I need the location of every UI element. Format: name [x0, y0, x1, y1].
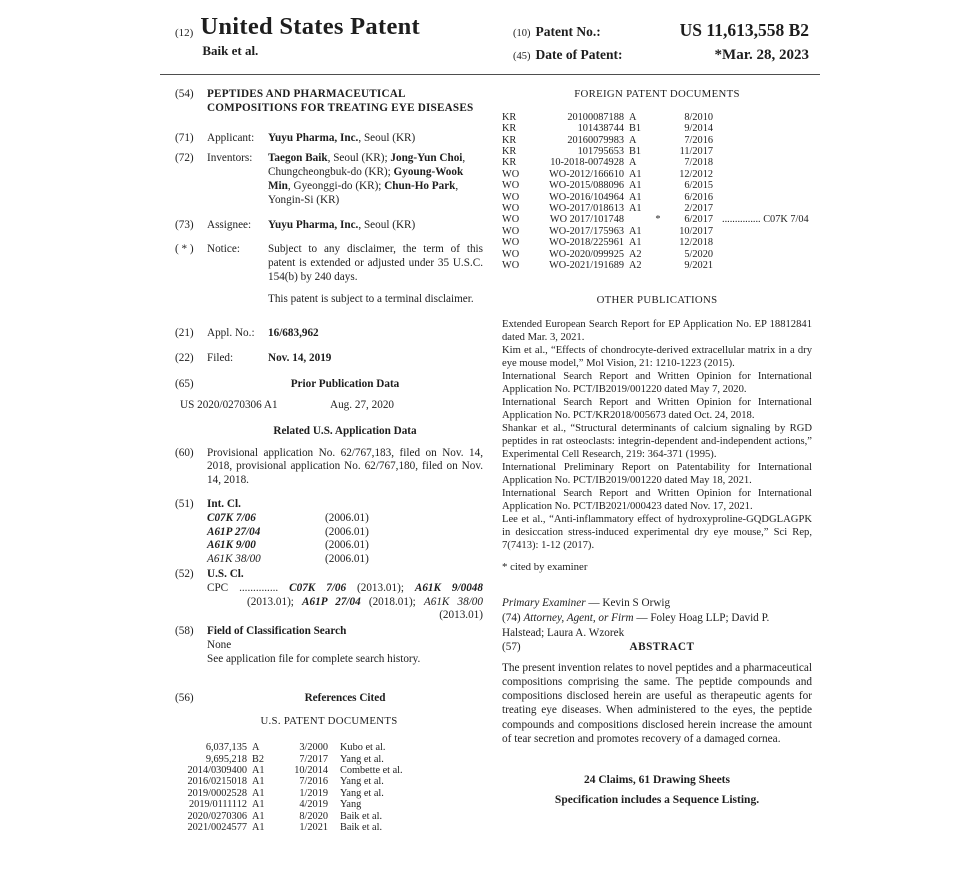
- kind-code: A: [629, 157, 637, 169]
- examiner-cited-mark: [651, 135, 665, 146]
- sequence-listing-line: Specification includes a Sequence Listing.: [554, 793, 760, 806]
- classification-note: [713, 135, 809, 146]
- attorney-label: Attorney, Agent, or Firm: [523, 612, 634, 625]
- int-cl-year: (2006.01): [325, 553, 369, 566]
- examiner-cited-mark: [651, 180, 665, 191]
- field-search-note: See application file for complete search history.: [207, 652, 421, 665]
- country-code: WO: [502, 180, 520, 192]
- patent-number: 2020/0270306: [187, 810, 247, 822]
- patent-number: 2019/0111112: [189, 799, 247, 811]
- examiner-cited-mark: [651, 203, 665, 214]
- kind-code: A: [252, 742, 260, 754]
- kind-code: A1: [629, 180, 642, 192]
- country-code: KR: [502, 146, 517, 158]
- kind-code: A: [629, 111, 637, 123]
- document-number: WO-2017/175963: [549, 225, 624, 237]
- document-date: 9/2021: [684, 260, 713, 272]
- country-code: KR: [502, 123, 517, 135]
- section-tag: (72): [175, 152, 194, 165]
- kind-code: A1: [252, 810, 265, 822]
- patent-date: 4/2019: [299, 799, 328, 811]
- examiner-cited-mark: [651, 112, 665, 123]
- left-column: [175, 88, 483, 833]
- foreign-patent-heading: FOREIGN PATENT DOCUMENTS: [574, 88, 740, 100]
- document-date: 7/2016: [684, 134, 713, 146]
- patent-date: 10/2014: [294, 764, 328, 776]
- inventor-segment: , Seoul (KR);: [327, 152, 391, 165]
- country-code: WO: [502, 260, 520, 272]
- section-65-prior-pub: [175, 378, 483, 392]
- us-patent-row: [183, 765, 403, 776]
- appl-no-label: Appl. No.:: [207, 326, 255, 339]
- other-publications-heading: OTHER PUBLICATIONS: [596, 294, 718, 307]
- document-title: United States Patent: [200, 13, 420, 40]
- notice-paragraph-1: Subject to any disclaimer, the term of this patent is extended or adjusted under 35 U.S.C. 154(b) by 240 days.: [268, 243, 483, 283]
- first-named-inventor: Baik et al.: [202, 43, 259, 58]
- patent-date: 3/2000: [299, 742, 328, 754]
- header-title-block: [200, 14, 420, 59]
- section-tag: (56): [175, 691, 194, 704]
- right-column: [502, 88, 812, 808]
- foreign-patent-row: [502, 146, 809, 157]
- document-number: WO-2017/018613: [549, 203, 624, 215]
- section-56-references: [175, 692, 483, 706]
- cpc-segment: A61K 38/00: [423, 595, 483, 608]
- patent-date: 7/2017: [299, 753, 328, 765]
- patent-date: 8/2020: [299, 810, 328, 822]
- section-71-applicant: [175, 132, 483, 146]
- patent-date-tag: (45): [513, 51, 531, 62]
- cpc-segment: C07K 7/06: [289, 581, 347, 594]
- patent-number-label: Patent No.:: [535, 24, 601, 39]
- classification-note: [713, 157, 809, 168]
- section-tag: (22): [175, 352, 194, 365]
- int-cl-list: [207, 512, 483, 567]
- country-code: WO: [502, 248, 520, 260]
- foreign-patent-row: [502, 249, 809, 260]
- document-number: 20160079983: [567, 134, 624, 146]
- patent-date-value: *Mar. 28, 2023: [714, 47, 809, 63]
- classification-note: [713, 112, 809, 123]
- us-patent-table: [183, 742, 403, 833]
- document-number: WO-2018/225961: [549, 237, 624, 249]
- primary-examiner-line: [502, 596, 812, 611]
- foreign-patent-row: [502, 260, 809, 271]
- document-number: WO-2015/088096: [549, 180, 624, 192]
- country-code: KR: [502, 111, 517, 123]
- claims-sheets-line: 24 Claims, 61 Drawing Sheets: [584, 774, 730, 787]
- section-tag: (52): [175, 567, 194, 580]
- section-tag: (58): [175, 625, 194, 638]
- document-number: 101795653: [577, 146, 624, 158]
- attorney-names: — Foley Hoag LLP; David P. Halstead; Laura A. Wzorek: [502, 612, 770, 640]
- patent-date: 1/2019: [299, 787, 328, 799]
- cpc-segment: (2018.01);: [360, 595, 424, 608]
- cpc-segment: (2013.01): [439, 609, 483, 622]
- inventors-label: Inventors:: [207, 152, 253, 165]
- section-tag: (65): [175, 378, 194, 391]
- document-date: 6/2015: [684, 180, 713, 192]
- us-patent-documents-heading: U.S. PATENT DOCUMENTS: [260, 715, 398, 728]
- section-21-appl-no: [175, 327, 483, 341]
- publication-item: Lee et al., “Anti-inflammatory effect of hydroxyproline-GQDGLAGPK in desiccation stress-induced experimental dry eye mouse,” Sci Rep, 7(7413): 1-12 (2017).: [502, 514, 812, 552]
- int-cl-row: [207, 512, 483, 526]
- appl-no-value: 16/683,962: [268, 326, 319, 339]
- foreign-patent-row: [502, 226, 809, 237]
- foreign-patent-row: [502, 157, 809, 168]
- foreign-patent-row: [502, 169, 809, 180]
- examiner-cited-mark: [651, 237, 665, 248]
- foreign-patent-row: [502, 180, 809, 191]
- inventor-segment: , Yongin-Si (KR): [268, 179, 459, 206]
- country-code: WO: [502, 214, 520, 226]
- examiner-cited-mark: [651, 169, 665, 180]
- section-22-filed: [175, 352, 483, 366]
- document-number: 101438744: [577, 123, 624, 135]
- examiner-cited-mark: [651, 260, 665, 271]
- abstract-tag: (57): [502, 641, 521, 654]
- section-notice: [175, 243, 483, 306]
- patent-number: 2016/0215018: [187, 776, 247, 788]
- foreign-patent-row: [502, 237, 809, 248]
- int-cl-year: (2006.01): [325, 539, 369, 552]
- inventor-segment: Gyoung-Wook Min: [268, 166, 464, 192]
- foreign-patent-row: [502, 214, 809, 225]
- classification-note: [713, 203, 809, 214]
- inventor-segment: Taegon Baik: [268, 152, 328, 165]
- section-60-provisional: [175, 447, 483, 488]
- patent-number: 2019/0002528: [187, 787, 247, 799]
- invention-title: PEPTIDES AND PHARMACEUTICAL COMPOSITIONS FOR TREATING EYE DISEASES: [207, 88, 474, 114]
- cpc-segment: CPC ..............: [207, 581, 290, 594]
- prior-publication-heading: Prior Publication Data: [290, 378, 400, 391]
- examiner-cited-mark: [651, 146, 665, 157]
- notice-value: [268, 243, 483, 306]
- section-72-inventors: [175, 152, 483, 207]
- inventors-value: [268, 152, 483, 207]
- publication-item: Kim et al., “Effects of chondrocyte-derived extracellular matrix in a dry eye mouse model,” Mol Vision, 21: 1210-1223 (2015).: [502, 345, 812, 370]
- section-tag: (21): [175, 326, 194, 339]
- int-cl-code: A61P 27/04: [207, 525, 261, 538]
- header-right: [513, 20, 809, 67]
- patent-number: 2021/0024577: [187, 821, 247, 833]
- classification-note: [713, 260, 809, 271]
- patent-date: 7/2016: [299, 776, 328, 788]
- document-number: WO-2012/166610: [549, 168, 624, 180]
- us-patent-row: [183, 776, 403, 787]
- patentee-name: Yang: [340, 799, 362, 811]
- country-code: KR: [502, 134, 517, 146]
- patent-number: 6,037,135: [205, 742, 247, 754]
- document-date: 6/2017: [684, 214, 713, 226]
- country-code: KR: [502, 157, 517, 169]
- patent-number: 9,695,218: [205, 753, 247, 765]
- header-divider: [160, 74, 820, 75]
- kind-code: A1: [252, 821, 265, 833]
- document-number: 20100087188: [567, 111, 624, 123]
- notice-paragraph-2: This patent is subject to a terminal disclaimer.: [268, 292, 474, 305]
- examiner-cited-mark: [651, 123, 665, 134]
- document-number: 10-2018-0074928: [550, 157, 624, 169]
- related-data-heading-row: [175, 425, 483, 439]
- inventor-segment: Chun-Ho Park: [384, 179, 456, 192]
- prior-publication-row: [180, 399, 483, 413]
- classification-note: [713, 249, 809, 260]
- document-date: 11/2017: [679, 146, 713, 158]
- us-patent-row: [183, 811, 403, 822]
- examiner-cited-mark: *: [655, 214, 661, 226]
- document-date: 9/2014: [684, 123, 713, 135]
- int-cl-year: (2006.01): [325, 511, 369, 524]
- examiner-cited-mark: [651, 249, 665, 260]
- patentee-name: Baik et al.: [340, 810, 383, 822]
- int-cl-heading: Int. Cl.: [207, 497, 241, 510]
- section-tag-empty: [175, 425, 207, 439]
- kind-code: [624, 214, 651, 225]
- classification-note: [713, 237, 809, 248]
- kind-code: A1: [629, 191, 642, 203]
- filed-label: Filed:: [207, 352, 234, 365]
- document-number: WO-2021/191689: [549, 260, 624, 272]
- inventor-segment: , Gyeonggi-do (KR);: [287, 179, 385, 192]
- examiner-cited-mark: [651, 157, 665, 168]
- us-patent-row: [183, 742, 403, 753]
- country-code: WO: [502, 225, 520, 237]
- patent-date-row: [513, 44, 809, 67]
- cpc-segment: (2013.01);: [346, 581, 415, 594]
- kind-code: B1: [629, 123, 642, 135]
- country-code: WO: [502, 168, 520, 180]
- section-tag: ( * ): [175, 243, 194, 256]
- applicant-label: Applicant:: [207, 131, 255, 144]
- publication-item: International Search Report and Written Opinion for International Application No. PCT/IB2019/001220 dated May 7, 2020.: [502, 371, 812, 396]
- cpc-line: [207, 582, 483, 623]
- int-cl-row: [207, 553, 483, 567]
- classification-note: [713, 169, 809, 180]
- kind-code: A1: [629, 203, 642, 215]
- foreign-patent-row: [502, 123, 809, 134]
- patentee-name: Baik et al.: [340, 821, 383, 833]
- foreign-patent-row: [502, 112, 809, 123]
- document-date: 7/2018: [684, 157, 713, 169]
- kind-code: A1: [252, 787, 265, 799]
- classification-note: [713, 226, 809, 237]
- examiner-cited-mark: [651, 226, 665, 237]
- document-date: 8/2010: [684, 111, 713, 123]
- document-date: 12/2012: [679, 168, 713, 180]
- int-cl-row: [207, 526, 483, 540]
- section-52-us-cl: [175, 568, 483, 623]
- assignee-value: Yuyu Pharma, Inc., Seoul (KR): [268, 218, 416, 231]
- kind-code: A2: [629, 260, 642, 272]
- patent-date: 1/2021: [299, 821, 328, 833]
- publication-item: Extended European Search Report for EP Application No. EP 18812841 dated Mar. 3, 2021.: [502, 319, 812, 344]
- attorney-line: [502, 611, 812, 641]
- foreign-patent-row: [502, 135, 809, 146]
- us-patent-row: [183, 799, 403, 810]
- section-54-title: [175, 88, 483, 116]
- patent-date-label: Date of Patent:: [535, 47, 623, 62]
- section-tag: (54): [175, 88, 194, 100]
- patentee-name: Yang et al.: [340, 776, 384, 788]
- country-code: WO: [502, 191, 520, 203]
- kind-code: A1: [629, 237, 642, 249]
- us-patent-row: [183, 788, 403, 799]
- cpc-segment: A61K 9/0048: [414, 581, 483, 594]
- kind-code: A1: [629, 225, 642, 237]
- field-search-none: None: [207, 638, 232, 651]
- classification-note: [713, 180, 809, 191]
- kind-code: B1: [629, 146, 642, 158]
- patentee-name: Yang et al.: [340, 753, 384, 765]
- related-data-heading: Related U.S. Application Data: [273, 424, 417, 437]
- assignee-label: Assignee:: [207, 218, 252, 231]
- prior-publication-date: Aug. 27, 2020: [330, 398, 395, 411]
- section-51-int-cl: [175, 498, 483, 567]
- patent-number: 2014/0309400: [187, 764, 247, 776]
- field-search-heading: Field of Classification Search: [207, 625, 347, 638]
- attorney-tag: (74): [502, 612, 521, 625]
- patent-number-value: US 11,613,558 B2: [679, 20, 809, 40]
- references-cited-heading: References Cited: [304, 691, 386, 704]
- publication-item: International Search Report and Written Opinion for International Application No. PCT/KR2018/005673 dated Oct. 24, 2018.: [502, 397, 812, 422]
- country-code: WO: [502, 237, 520, 249]
- provisional-text: Provisional application No. 62/767,183, filed on Nov. 14, 2018, provisional application No. 62/767,180, filed on Nov. 14, 2018.: [207, 446, 483, 487]
- classification-note: [713, 123, 809, 134]
- kind-code: A1: [252, 799, 265, 811]
- inventor-segment: , Chungcheongbuk-do (KR);: [268, 152, 466, 179]
- patent-number-row: [513, 20, 809, 44]
- kind-code: A1: [252, 764, 265, 776]
- document-number: WO-2016/104964: [549, 191, 624, 203]
- notice-label: Notice:: [207, 243, 240, 256]
- kind-code: A1: [629, 168, 642, 180]
- section-73-assignee: [175, 219, 483, 233]
- inventor-segment: Jong-Yun Choi: [390, 152, 463, 165]
- document-date: 10/2017: [679, 225, 713, 237]
- foreign-patent-table: [502, 112, 809, 272]
- patentee-name: Yang et al.: [340, 787, 384, 799]
- kind-code: A1: [252, 776, 265, 788]
- other-publications-list: [502, 318, 812, 552]
- cited-by-examiner-note: * cited by examiner: [502, 561, 588, 574]
- int-cl-row: [207, 539, 483, 553]
- patentee-name: Kubo et al.: [340, 742, 386, 754]
- int-cl-code: C07K 7/06: [207, 511, 256, 524]
- country-code: WO: [502, 203, 520, 215]
- primary-examiner-label: Primary Examiner: [502, 597, 586, 610]
- prior-publication-number: US 2020/0270306 A1: [180, 398, 278, 411]
- section-tag: (51): [175, 497, 194, 510]
- applicant-value: Yuyu Pharma, Inc., Seoul (KR): [268, 131, 416, 144]
- kind-code: B2: [252, 753, 265, 765]
- us-patent-row: [183, 754, 403, 765]
- document-date: 6/2016: [684, 191, 713, 203]
- patentee-name: Combette et al.: [340, 764, 403, 776]
- abstract-text: The present invention relates to novel peptides and a pharmaceutical compositions comprising the same. The peptide compounds and compositions disclosed herein are useful as therapeutic agents for treating eye diseases. When administered to the eyes, the peptide compounds and compositions disclosed herein increase the amount of tear secretion and promotes recovery of a damaged cornea.: [502, 661, 812, 745]
- kind-code-tag: (12): [175, 27, 194, 39]
- publication-item: Shankar et al., “Structural determinants of calcium signaling by RGD peptides in rat osteoclasts: integrin-dependent and-independent actions,” Experimental Cell Research, 219: 364-371 (1995).: [502, 423, 812, 461]
- section-tag: (71): [175, 131, 194, 144]
- us-cl-heading: U.S. Cl.: [207, 567, 244, 580]
- patent-number-tag: (10): [513, 28, 531, 39]
- filed-value: Nov. 14, 2019: [268, 352, 332, 365]
- classification-note: [713, 146, 809, 157]
- section-tag: (60): [175, 446, 194, 459]
- document-date: 12/2018: [679, 237, 713, 249]
- abstract-heading-row: [502, 641, 812, 655]
- document-date: 5/2020: [684, 248, 713, 260]
- abstract-heading: ABSTRACT: [629, 641, 695, 654]
- foreign-patent-row: [502, 203, 809, 214]
- us-patent-row: [183, 822, 403, 833]
- int-cl-code: A61K 9/00: [207, 539, 256, 552]
- kind-code: A2: [629, 248, 642, 260]
- int-cl-year: (2006.01): [325, 525, 369, 538]
- int-cl-code: A61K 38/00: [207, 553, 261, 566]
- primary-examiner-name: — Kevin S Orwig: [585, 597, 671, 610]
- section-tag: (73): [175, 218, 194, 231]
- kind-code: A: [629, 134, 637, 146]
- classification-note: [713, 192, 809, 203]
- foreign-patent-row: [502, 192, 809, 203]
- cpc-segment: A61P 27/04: [302, 595, 361, 608]
- header-left: [175, 14, 420, 59]
- document-date: 2/2017: [684, 203, 713, 215]
- document-number: WO-2020/099925: [549, 248, 624, 260]
- publication-item: International Search Report and Written Opinion for International Application No. PCT/IB2021/000423 dated Nov. 17, 2021.: [502, 488, 812, 513]
- classification-note: ............... C07K 7/04: [722, 214, 809, 226]
- examiner-cited-mark: [651, 192, 665, 203]
- section-58-field-search: [175, 625, 483, 666]
- publication-item: International Preliminary Report on Patentability for International Application No. PCT/IB2019/001220 dated May 18, 2021.: [502, 462, 812, 487]
- cpc-segment: (2013.01);: [247, 595, 303, 608]
- document-number: WO 2017/101748: [549, 214, 624, 226]
